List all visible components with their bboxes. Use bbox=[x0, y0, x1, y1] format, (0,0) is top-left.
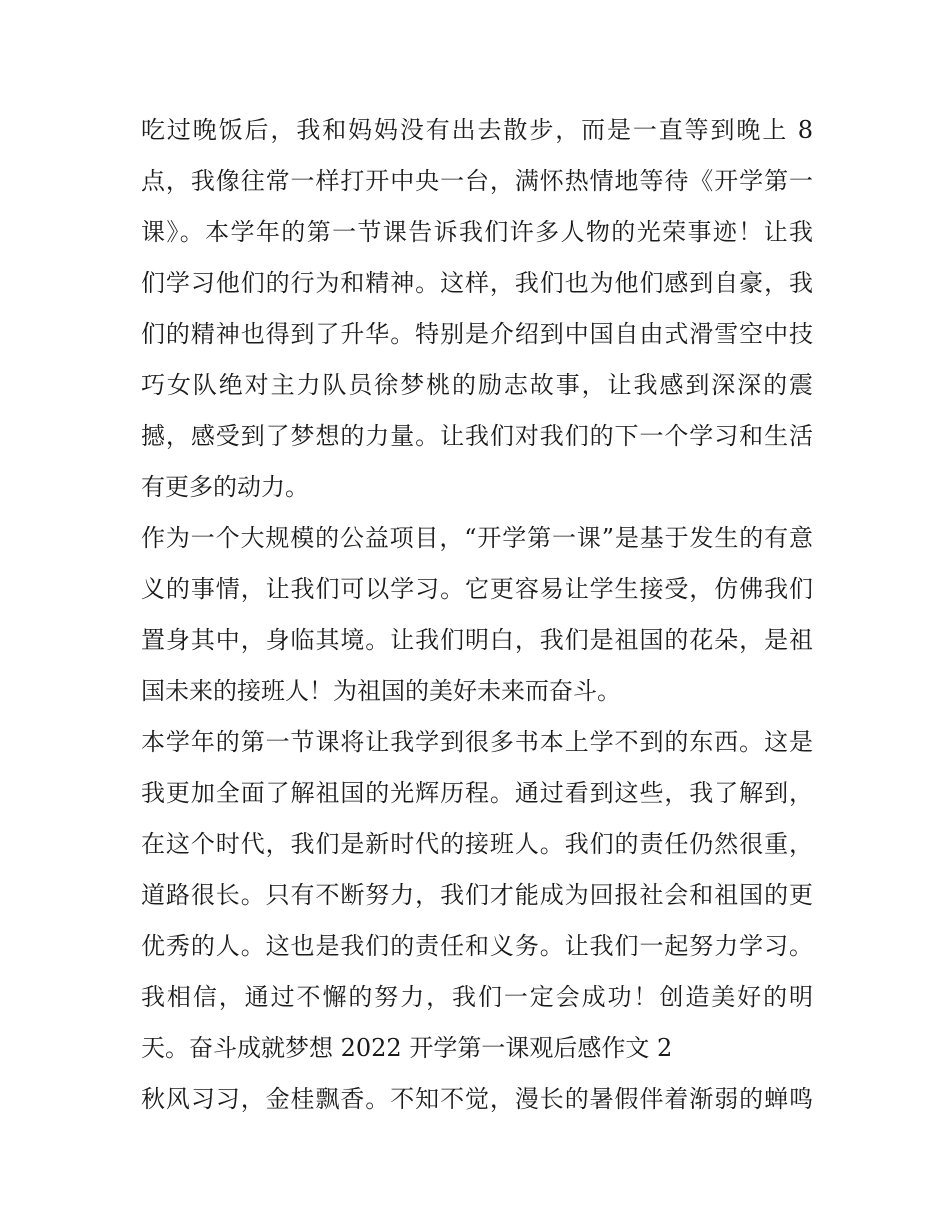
text-line: 义的事情，让我们可以学习。它更容易让学生接受，仿佛我们 bbox=[141, 575, 813, 603]
text-line: 优秀的人。这也是我们的责任和义务。让我们一起努力学习。 bbox=[141, 932, 813, 960]
text-line: 我相信，通过不懈的努力，我们一定会成功！创造美好的明 bbox=[141, 983, 813, 1011]
text-line: 点，我像往常一样打开中央一台，满怀热情地等待《开学第一 bbox=[141, 167, 813, 195]
text-line: 置身其中，身临其境。让我们明白，我们是祖国的花朵，是祖 bbox=[141, 626, 813, 654]
text-line: 本学年的第一节课将让我学到很多书本上学不到的东西。这是 bbox=[141, 728, 813, 756]
text-line: 作为一个大规模的公益项目，“开学第一课”是基于发生的有意 bbox=[141, 524, 813, 552]
text-line: 国未来的接班人！为祖国的美好未来而奋斗。 bbox=[141, 677, 621, 705]
text-line: 撼，感受到了梦想的力量。让我们对我们的下一个学习和生活 bbox=[141, 422, 813, 450]
text-line: 我更加全面了解祖国的光辉历程。通过看到这些，我了解到， bbox=[141, 779, 813, 807]
text-line: 秋风习习，金桂飘香。不知不觉，漫长的暑假伴着渐弱的蝉鸣 bbox=[141, 1085, 813, 1113]
text-line: 有更多的动力。 bbox=[141, 473, 309, 501]
text-line: 在这个时代，我们是新时代的接班人。我们的责任仍然很重， bbox=[141, 830, 813, 858]
essay-body bbox=[141, 112, 813, 1132]
text-line: 道路很长。只有不断努力，我们才能成为回报社会和祖国的更 bbox=[141, 881, 813, 909]
text-line: 们的精神也得到了升华。特别是介绍到中国自由式滑雪空中技 bbox=[141, 320, 813, 348]
text-line: 吃过晚饭后，我和妈妈没有出去散步，而是一直等到晚上 8 bbox=[141, 116, 813, 144]
text-line: 巧女队绝对主力队员徐梦桃的励志故事，让我感到深深的震 bbox=[141, 371, 813, 399]
text-line: 们学习他们的行为和精神。这样，我们也为他们感到自豪，我 bbox=[141, 269, 813, 297]
text-line: 课》。本学年的第一节课告诉我们许多人物的光荣事迹！让我 bbox=[141, 218, 813, 246]
text-line: 天。奋斗成就梦想 2022 开学第一课观后感作文 2 bbox=[141, 1034, 673, 1062]
